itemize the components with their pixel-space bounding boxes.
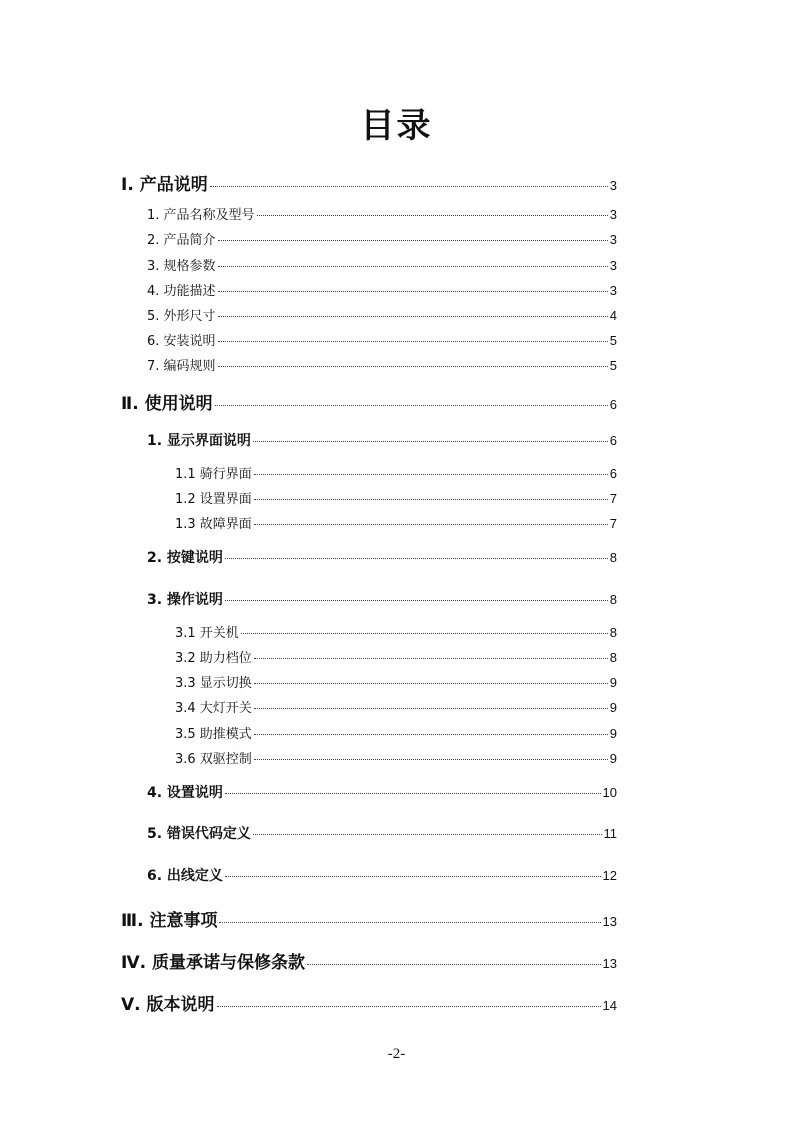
toc-entry-page: 13 <box>602 914 617 929</box>
toc-entry[interactable] <box>147 430 617 450</box>
toc-entry-label: 6. 出线定义 <box>147 868 223 884</box>
toc-dot-leader <box>210 186 608 187</box>
toc-entry[interactable] <box>175 723 617 742</box>
toc-dot-leader <box>254 734 608 735</box>
toc-entry-label: 1.1 骑行界面 <box>175 467 252 482</box>
toc-dot-leader <box>218 366 608 367</box>
toc-dot-leader <box>254 524 608 525</box>
toc-entry-page: 8 <box>609 650 617 665</box>
toc-entry[interactable] <box>147 229 617 248</box>
toc-entry-page: 3 <box>609 178 617 193</box>
toc-entry-label: Ⅰ. 产品说明 <box>121 175 208 195</box>
toc-entry-label: 3.1 开关机 <box>175 626 239 641</box>
toc-entry-label: Ⅲ. 注意事项 <box>121 911 218 931</box>
toc-dot-leader <box>254 759 608 760</box>
toc-dot-leader <box>253 441 608 442</box>
toc-entry[interactable] <box>147 782 617 802</box>
toc-entry[interactable] <box>121 990 617 1015</box>
toc-entry-page: 8 <box>609 592 617 607</box>
toc-entry-label: 5. 错误代码定义 <box>147 826 251 842</box>
toc-entry-page: 7 <box>609 491 617 506</box>
toc-entry[interactable] <box>147 255 617 274</box>
toc-entry[interactable] <box>175 622 617 641</box>
toc-entry-page: 12 <box>602 868 617 883</box>
toc-entry[interactable] <box>175 647 617 666</box>
toc-entry-label: 3.3 显示切换 <box>175 676 252 691</box>
toc-dot-leader <box>254 474 608 475</box>
toc-dot-leader <box>225 876 601 877</box>
toc-entry[interactable] <box>147 823 617 843</box>
toc-entry[interactable] <box>147 547 617 567</box>
toc-entry-page: 3 <box>609 258 617 273</box>
toc-dot-leader <box>254 499 608 500</box>
toc-entry-page: 8 <box>609 550 617 565</box>
toc-dot-leader <box>241 633 608 634</box>
toc-entry-page: 3 <box>609 207 617 222</box>
toc-entry-page: 9 <box>609 751 617 766</box>
toc-entry-page: 11 <box>603 826 617 841</box>
toc-entry-label: 1.3 故障界面 <box>175 517 252 532</box>
toc-entry-label: 1. 显示界面说明 <box>147 433 251 449</box>
toc-dot-leader <box>218 341 608 342</box>
toc-entry-page: 10 <box>602 785 617 800</box>
toc-dot-leader <box>218 266 608 267</box>
toc-entry[interactable] <box>147 204 617 223</box>
toc-dot-leader <box>254 683 608 684</box>
toc-entry[interactable] <box>121 906 617 931</box>
toc-entry-label: Ⅳ. 质量承诺与保修条款 <box>121 953 306 973</box>
toc-dot-leader <box>257 215 608 216</box>
toc-entry-label: 2. 按键说明 <box>147 550 223 566</box>
toc-dot-leader <box>218 291 608 292</box>
toc-entry[interactable] <box>175 463 617 482</box>
toc-entry[interactable] <box>175 748 617 767</box>
toc-entry-label: 1.2 设置界面 <box>175 492 252 507</box>
toc-entry-label: 2. 产品简介 <box>147 233 216 248</box>
toc-entry[interactable] <box>147 305 617 324</box>
toc-entry-label: 4. 设置说明 <box>147 785 223 801</box>
toc-dot-leader <box>218 316 608 317</box>
toc-entry[interactable] <box>147 355 617 374</box>
toc-entry-label: 3.4 大灯开关 <box>175 701 252 716</box>
toc-entry-label: 3.2 助力档位 <box>175 651 252 666</box>
toc-entry[interactable] <box>175 513 617 532</box>
toc-entry-page: 8 <box>609 625 617 640</box>
toc-entry-page: 6 <box>609 433 617 448</box>
toc-entry-label: Ⅴ. 版本说明 <box>121 995 215 1015</box>
toc-entry-page: 6 <box>609 466 617 481</box>
toc-entry-label: 1. 产品名称及型号 <box>147 208 255 223</box>
toc-entry-label: 6. 安装说明 <box>147 334 216 349</box>
toc-entry-label: 7. 编码规则 <box>147 359 216 374</box>
toc-entry-label: 3. 规格参数 <box>147 259 216 274</box>
toc-dot-leader <box>253 834 602 835</box>
toc-entry[interactable] <box>147 589 617 609</box>
toc-entry[interactable] <box>175 672 617 691</box>
toc-entry-page: 6 <box>609 397 617 412</box>
toc-entry[interactable] <box>121 389 617 414</box>
toc-entry-page: 5 <box>609 358 617 373</box>
toc-entry-label: 3. 操作说明 <box>147 592 223 608</box>
toc-dot-leader <box>254 658 608 659</box>
toc-entry-page: 14 <box>602 998 617 1013</box>
toc-entry-page: 9 <box>609 700 617 715</box>
toc-dot-leader <box>215 405 608 406</box>
toc-entry-page: 9 <box>609 675 617 690</box>
toc-entry[interactable] <box>175 488 617 507</box>
toc-entry-page: 3 <box>609 232 617 247</box>
toc-entry[interactable] <box>147 330 617 349</box>
toc-entry-label: 3.5 助推模式 <box>175 727 252 742</box>
toc-dot-leader <box>218 240 608 241</box>
toc-entry-label: Ⅱ. 使用说明 <box>121 394 213 414</box>
toc-entry[interactable] <box>147 280 617 299</box>
toc-entry-page: 3 <box>609 283 617 298</box>
toc-dot-leader <box>225 600 608 601</box>
toc-entry-label: 5. 外形尺寸 <box>147 309 216 324</box>
toc-entry-page: 13 <box>602 956 617 971</box>
toc-dot-leader <box>254 708 608 709</box>
toc-dot-leader <box>225 558 608 559</box>
toc-entry[interactable] <box>121 948 617 973</box>
toc-entry[interactable] <box>175 697 617 716</box>
page-title: 目录 <box>360 106 433 146</box>
toc-dot-leader <box>225 793 601 794</box>
toc-dot-leader <box>307 964 600 965</box>
page-number: -2- <box>387 1046 406 1062</box>
toc-entry-label: 3.6 双驱控制 <box>175 752 252 767</box>
toc-dot-leader <box>217 1006 601 1007</box>
toc-entry-page: 7 <box>609 516 617 531</box>
toc-entry-page: 5 <box>609 333 617 348</box>
toc-entry-page: 4 <box>609 308 617 323</box>
toc-entry[interactable] <box>147 865 617 885</box>
toc-entry-page: 9 <box>609 726 617 741</box>
toc-entry-label: 4. 功能描述 <box>147 284 216 299</box>
toc-dot-leader <box>219 922 600 923</box>
toc-entry[interactable] <box>121 170 617 195</box>
